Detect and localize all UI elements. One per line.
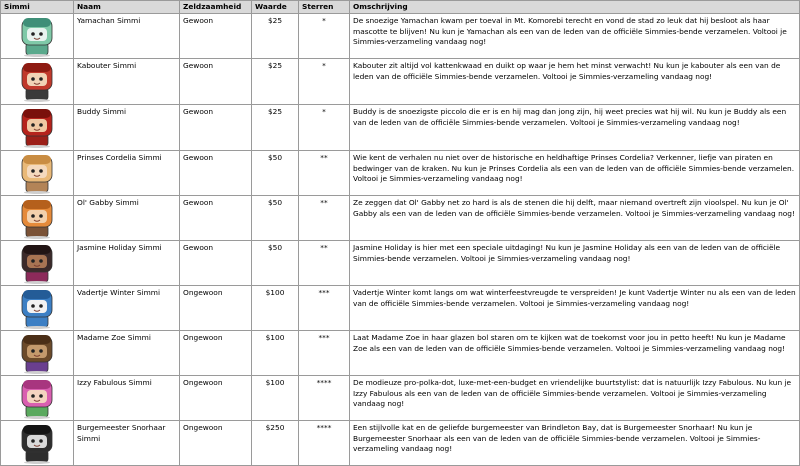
header-description: Omschrijving [350,1,800,14]
simmi-stars: **** [299,376,350,421]
simmi-stars: * [299,59,350,105]
simmi-figure-cell [1,151,74,196]
simmi-name: Vadertje Winter Simmi [74,286,180,331]
simmi-stars: ** [299,241,350,286]
simmi-description: Wie kent de verhalen nu niet over de historische en heldhaftige Prinses Cordelia? Verkenner, liefje van piraten en bedwinger van de kraken. Nu kun je Prinses Cordelia als een van de leden van de officiële Simmies-bende verzamelen. Voltooi je Simmies-verzameling vandaag nog! [350,151,800,196]
simmi-description: Vadertje Winter komt langs om wat winterfeestvreugde te verspreiden! Je kunt Vadertje Winter nu als een van de leden van de officiële Simmies-bende verzamelen. Voltooi je Simmies-verzameling vandaag nog! [350,286,800,331]
simmi-stars: **** [299,421,350,466]
simmi-description: Laat Madame Zoe in haar glazen bol staren om te kijken wat de toekomst voor jou in petto heeft! Nu kun je Madame Zoe als een van de leden van de officiële Simmies-bende verzamelen. Voltooi je Simmies-verzameling vandaag nog! [350,331,800,376]
table-row [1,105,800,151]
table-row [1,331,800,376]
simmi-rarity: Ongewoon [180,421,252,466]
simmi-name: Madame Zoe Simmi [74,331,180,376]
simmi-stars: ** [299,196,350,241]
table-row [1,376,800,421]
simmi-rarity: Gewoon [180,241,252,286]
simmi-name: Izzy Fabulous Simmi [74,376,180,421]
simmi-figure-cell [1,59,74,105]
simmi-stars: ** [299,151,350,196]
simmi-value: $25 [252,59,299,105]
header-image: Simmi [1,1,74,14]
simmi-description: De snoezige Yamachan kwam per toeval in Mt. Komorebi terecht en vond de stad zo leuk dat hij besloot als haar mascotte te blijven! Nu kun je Yamachan als een van de leden van de officiële Simmies-bende verzamelen. Voltooi je Simmies-verzameling vandaag nog! [350,14,800,59]
simmi-value: $50 [252,241,299,286]
simmi-figure-image [17,242,57,284]
simmi-stars: * [299,105,350,151]
simmi-rarity: Gewoon [180,14,252,59]
simmi-stars: *** [299,286,350,331]
simmi-figure-image [17,377,57,419]
table-row [1,241,800,286]
header-value: Waarde [252,1,299,14]
simmi-rarity: Gewoon [180,151,252,196]
simmi-rarity: Gewoon [180,59,252,105]
simmi-figure-cell [1,331,74,376]
simmi-value: $25 [252,105,299,151]
simmi-name: Prinses Cordelia Simmi [74,151,180,196]
simmi-value: $100 [252,376,299,421]
simmi-rarity: Ongewoon [180,286,252,331]
simmi-name: Yamachan Simmi [74,14,180,59]
simmi-figure-cell [1,196,74,241]
simmi-figure-cell [1,14,74,59]
simmi-rarity: Ongewoon [180,331,252,376]
simmi-description: Kabouter zit altijd vol kattenkwaad en duikt op waar je hem het minst verwacht! Nu kun je kabouter als een van de leden van de officiële Simmies-bende verzamelen. Voltooi je Simmies-verzameling vandaag nog! [350,59,800,105]
simmi-name: Buddy Simmi [74,105,180,151]
simmi-figure-image [17,60,57,102]
simmi-rarity: Gewoon [180,105,252,151]
table-row [1,59,800,105]
simmi-stars: *** [299,331,350,376]
simmi-rarity: Gewoon [180,196,252,241]
simmi-value: $50 [252,151,299,196]
simmi-figure-image [17,15,57,57]
simmi-name: Ol' Gabby Simmi [74,196,180,241]
simmi-figure-cell [1,241,74,286]
table-row [1,421,800,466]
simmi-description: Ze zeggen dat Ol' Gabby net zo hard is als de stenen die hij delft, maar niemand overtreft zijn vioolspel. Nu kun je Ol' Gabby als een van de leden van de officiële Simmies-bende verzamelen. Voltooi je Simmies-verzameling vandaag nog! [350,196,800,241]
simmi-rarity: Ongewoon [180,376,252,421]
simmi-name: Burgemeester Snorhaar Simmi [74,421,180,466]
simmi-figure-image [17,422,57,464]
simmi-value: $25 [252,14,299,59]
simmi-stars: * [299,14,350,59]
header-row [1,1,800,14]
simmi-value: $100 [252,331,299,376]
simmi-figure-cell [1,105,74,151]
header-name: Naam [74,1,180,14]
simmi-name: Kabouter Simmi [74,59,180,105]
simmi-figure-cell [1,286,74,331]
simmi-value: $100 [252,286,299,331]
header-rarity: Zeldzaamheid [180,1,252,14]
header-stars: Sterren [299,1,350,14]
simmi-description: De modieuze pro-polka-dot, luxe-met-een-budget en vriendelijke buurtstylist: dat is natuurlijk Izzy Fabulous. Nu kun je Izzy Fabulous als een van de leden van de officiële Simmies-bende verzamelen. Voltooi je Simmies-verzameling vandaag nog! [350,376,800,421]
table-row [1,151,800,196]
simmi-value: $250 [252,421,299,466]
simmi-figure-cell [1,376,74,421]
simmi-description: Buddy is de snoezigste piccolo die er is en hij mag dan jong zijn, hij weet precies wat hij wil. Nu kun je Buddy als een van de leden van de officiële Simmies-bende verzamelen. Voltooi je Simmies-verzameling vandaag nog! [350,105,800,151]
simmi-figure-image [17,106,57,148]
simmi-value: $50 [252,196,299,241]
table-row [1,14,800,59]
simmi-description: Een stijlvolle kat en de geliefde burgemeester van Brindleton Bay, dat is Burgemeester Snorhaar! Nu kun je Burgemeester Snorhaar als een van de leden van de officiële Simmies-bende verzamelen. Voltooi je Simmies-verzameling vandaag nog! [350,421,800,466]
simmi-figure-image [17,152,57,194]
simmi-description: Jasmine Holiday is hier met een speciale uitdaging! Nu kun je Jasmine Holiday als een van de leden van de officiële Simmies-bende verzamelen. Voltooi je Simmies-verzameling vandaag nog! [350,241,800,286]
simmi-name: Jasmine Holiday Simmi [74,241,180,286]
table-row [1,196,800,241]
simmi-figure-image [17,197,57,239]
simmi-figure-image [17,287,57,329]
simmi-figure-image [17,332,57,374]
table-row [1,286,800,331]
simmi-figure-cell [1,421,74,466]
